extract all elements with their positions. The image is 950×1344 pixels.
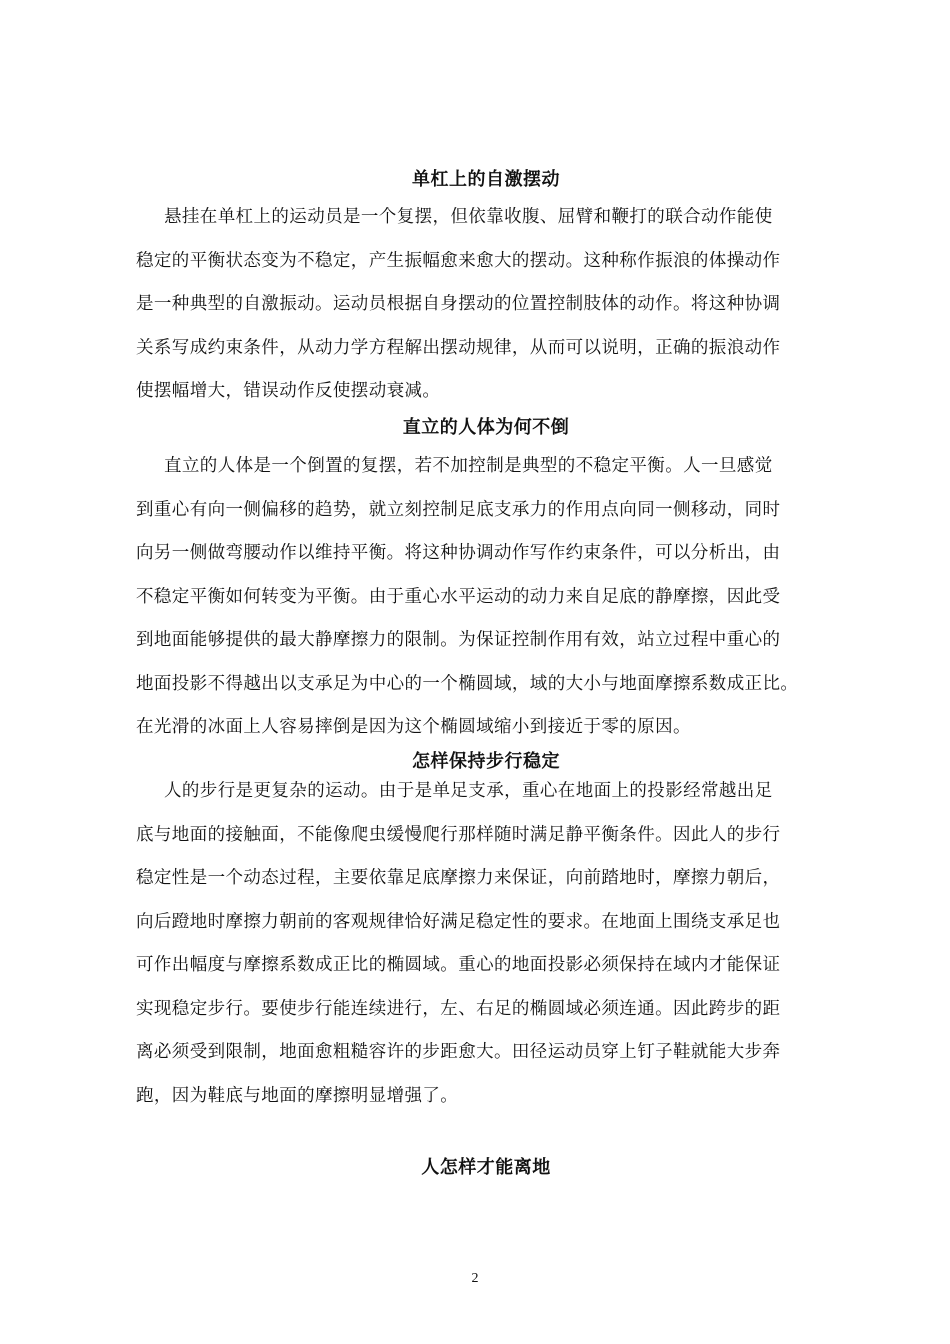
text-line: 直立的人体是一个倒置的复摆，若不加控制是典型的不稳定平衡。人一旦感觉 xyxy=(164,456,773,476)
text-line: 实现稳定步行。要使步行能连续进行，左、右足的椭圆域必须连通。因此跨步的距 xyxy=(136,998,781,1019)
text-line: 在光滑的冰面上人容易摔倒是因为这个椭圆域缩小到接近于零的原因。 xyxy=(136,717,691,737)
page-number: 2 xyxy=(471,1271,479,1286)
text-line: 底与地面的接触面，不能像爬虫缓慢爬行那样随时满足静平衡条件。因此人的步行 xyxy=(136,824,781,845)
text-line: 人的步行是更复杂的运动。由于是单足支承，重心在地面上的投影经常越出足 xyxy=(164,781,773,801)
text-line: 是一种典型的自激振动。运动员根据自身摆动的位置控制肢体的动作。将这种协调 xyxy=(136,294,781,314)
text-line: 离必须受到限制，地面愈粗糙容许的步距愈大。田径运动员穿上钉子鞋就能大步奔 xyxy=(136,1042,781,1062)
section-paragraph-1 xyxy=(136,196,848,414)
text-line: 地面投影不得越出以支承足为中心的一个椭圆域，域的大小与地面摩擦系数成正比。 xyxy=(136,673,799,694)
section-heading-4: 人怎样才能离地 xyxy=(421,1157,551,1178)
text-line: 稳定的平衡状态变为不稳定，产生振幅愈来愈大的摆动。这种称作振浪的体操动作 xyxy=(136,250,781,271)
text-line: 悬挂在单杠上的运动员是一个复摆，但依靠收腹、屈臂和鞭打的联合动作能使 xyxy=(164,207,773,227)
text-line: 使摆幅增大，错误动作反使摆动衰减。 xyxy=(136,381,441,401)
section-paragraph-2 xyxy=(136,445,848,750)
text-line: 到地面能够提供的最大静摩擦力的限制。为保证控制作用有效，站立过程中重心的 xyxy=(136,630,781,650)
section-heading-1: 单杠上的自激摆动 xyxy=(412,169,560,190)
text-line: 不稳定平衡如何转变为平衡。由于重心水平运动的动力来自足底的静摩擦，因此受 xyxy=(136,586,781,607)
text-line: 跑，因为鞋底与地面的摩擦明显增强了。 xyxy=(136,1085,459,1106)
text-line: 向后蹬地时摩擦力朝前的客观规律恰好满足稳定性的要求。在地面上围绕支承足也 xyxy=(136,911,781,932)
section-paragraph-3 xyxy=(136,770,848,1118)
section-heading-2: 直立的人体为何不倒 xyxy=(402,417,570,438)
text-line: 可作出幅度与摩擦系数成正比的椭圆域。重心的地面投影必须保持在域内才能保证 xyxy=(136,955,781,975)
text-line: 向另一侧做弯腰动作以维持平衡。将这种协调动作写作约束条件，可以分析出，由 xyxy=(136,543,781,563)
text-line: 关系写成约束条件，从动力学方程解出摆动规律，从而可以说明，正确的振浪动作 xyxy=(136,337,781,358)
section-heading-3: 怎样保持步行稳定 xyxy=(412,751,560,772)
text-line: 到重心有向一侧偏移的趋势，就立刻控制足底支承力的作用点向同一侧移动，同时 xyxy=(136,499,781,520)
text-line: 稳定性是一个动态过程，主要依靠足底摩擦力来保证，向前踏地时，摩擦力朝后， xyxy=(136,868,781,888)
